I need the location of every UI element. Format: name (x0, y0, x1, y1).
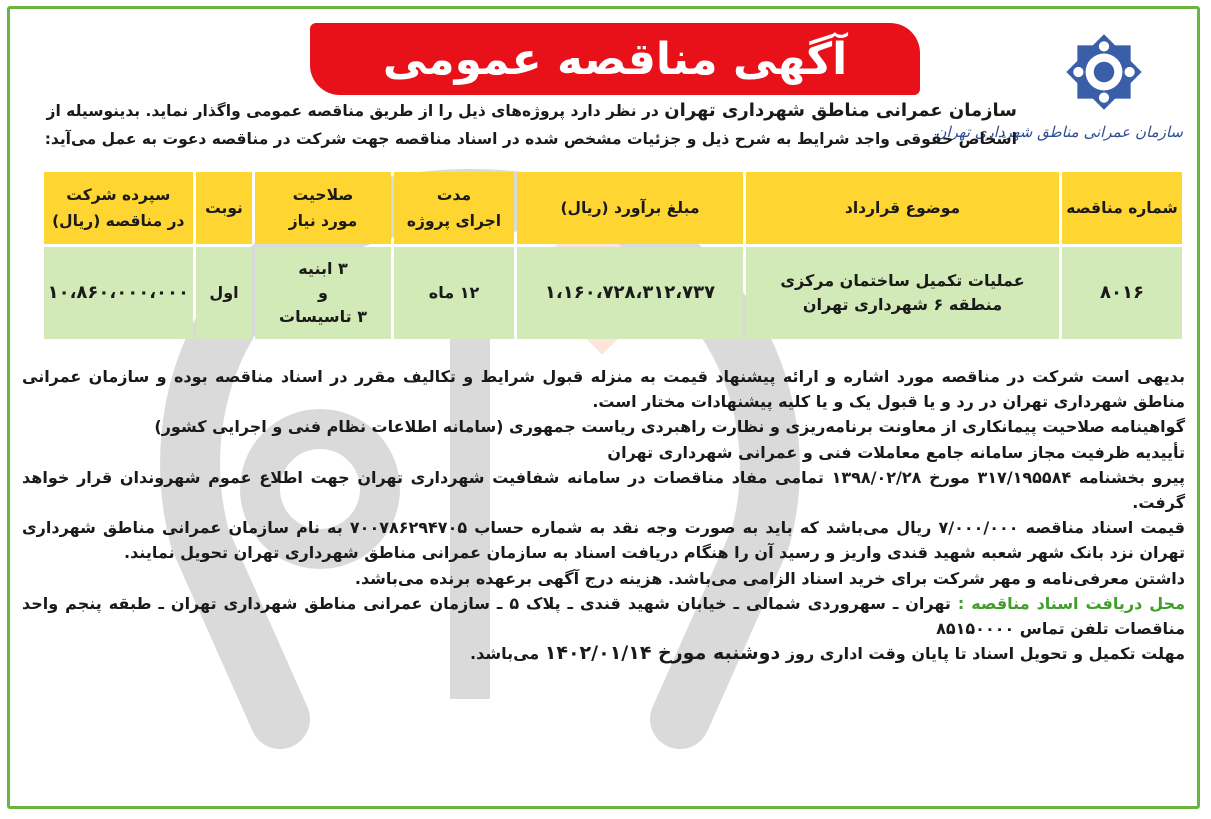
header (10, 9, 1197, 159)
paragraph-certificate: گواهینامه صلاحیت پیمانکاری از معاونت برنامه‌ریزی و نظارت راهبردی ریاست جمهوری (سامانه اطلاعات نظام فنی و اجرایی کشور) (154, 417, 1185, 437)
page-title: آگهی مناقصه عمومی (310, 23, 920, 95)
tender-advertisement (7, 6, 1200, 809)
intro-line-2: اشخاص حقوقی واجد شرایط به شرح ذیل و جزئیات مشخص شده در اسناد مناقصه جهت شرکت در مناقصه دعوت به عمل می‌آید: (44, 130, 1017, 148)
paragraph-introduction-letter: داشتن معرفی‌نامه و مهر شرکت برای خرید اسناد الزامی می‌باشد. هزینه درج آگهی برعهده برنده می‌باشد. (354, 568, 1185, 588)
paragraph-transparency: پیرو بخشنامه ۳۱۷/۱۹۵۵۸۴ مورخ ۱۳۹۸/۰۲/۲۸ تمامی مفاد مناقصات در سامانه شفافیت شهرداری تهران جهت اطلاع عموم شهروندان قرار خواهد گرفت. (22, 467, 1186, 513)
header-subject: موضوع قرارداد (746, 172, 1059, 244)
cell-deposit: ۱۰،۸۶۰،۰۰۰،۰۰۰ (44, 247, 193, 339)
intro-text (22, 97, 1017, 153)
table-header-row (44, 172, 1182, 244)
paragraph-location (22, 591, 1185, 641)
header-duration: مدت اجرای پروژه (394, 172, 514, 244)
paragraph-capacity: تأییدیه ظرفیت مجاز سامانه جامع معاملات فنی و عمرانی شهرداری تهران (607, 442, 1185, 462)
paragraph-document-price: قیمت اسناد مناقصه ۷/۰۰۰/۰۰۰ ریال می‌باشد که باید به صورت وجه نقد به شماره حساب ۷۰۰۷۸۶۲۹۴۷۰۵ به نام سازمان عمرانی مناطق شهرداری تهران نزد بانک شهر شعبه شهید قندی واریز و رسید آن را هنگام دریافت اسناد به سازمان عمرانی مناطق شهرداری تهران تحویل نمایند. (22, 518, 1185, 563)
star-emblem-icon (1063, 31, 1145, 113)
location-text: تهران ـ سهروردی شمالی ـ خیابان شهید قندی ـ پلاک ۵ ـ سازمان عمرانی مناطق شهرداری تهران ـ طبقه پنجم واحد مناقصات تلفن تماس ۸۵۱۵۰۰۰۰ (22, 593, 1185, 639)
header-qualification: صلاحیت مورد نیاز (255, 172, 391, 244)
organization-name: سازمان عمرانی مناطق شهرداری تهران (664, 100, 1017, 121)
header-estimate: مبلغ برآورد (ریال) (517, 172, 743, 244)
cell-estimate: ۱،۱۶۰،۷۲۸،۳۱۲،۷۳۷ (517, 247, 743, 339)
cell-duration: ۱۲ ماه (394, 247, 514, 339)
header-deposit: سپرده شرکت در مناقصه (ریال) (44, 172, 193, 244)
cell-qualification: ۳ ابنیه و ۳ تاسیسات (255, 247, 391, 339)
organization-logo (935, 31, 1183, 151)
logo-caption: سازمان عمرانی مناطق شهرداری تهران (935, 123, 1183, 141)
body-text (22, 364, 1185, 666)
cell-tender-no: ۸۰۱۶ (1062, 247, 1182, 339)
location-label: محل دریافت اسناد مناقصه : (950, 593, 1186, 613)
paragraph-deadline: مهلت تکمیل و تحویل اسناد تا پایان وقت اداری روز دوشنبه مورخ ۱۴۰۲/۰۱/۱۴ می‌باشد. (470, 642, 1185, 665)
tender-table (41, 169, 1185, 342)
cell-subject: عملیات تکمیل ساختمان مرکزی منطقه ۶ شهرداری تهران (746, 247, 1059, 339)
intro-line-1: در نظر دارد پروژه‌های ذیل را از طریق مناقصه عمومی واگذار نماید. بدینوسیله از (46, 102, 665, 120)
cell-round: اول (196, 247, 252, 339)
header-round: نوبت (196, 172, 252, 244)
deadline-date: دوشنبه مورخ ۱۴۰۲/۰۱/۱۴ (544, 642, 781, 665)
header-tender-no: شماره مناقصه (1062, 172, 1182, 244)
paragraph-terms: بدیهی است شرکت در مناقصه مورد اشاره و ارائه پیشنهاد قیمت به منزله قبول شرایط و تکالیف مقرر در اسناد مناقصه بوده و سازمان عمرانی مناطق شهرداری تهران در رد و یا قبول یک و یا کلیه پیشنهادات مختار است. (22, 367, 1185, 412)
table-row (44, 247, 1182, 339)
